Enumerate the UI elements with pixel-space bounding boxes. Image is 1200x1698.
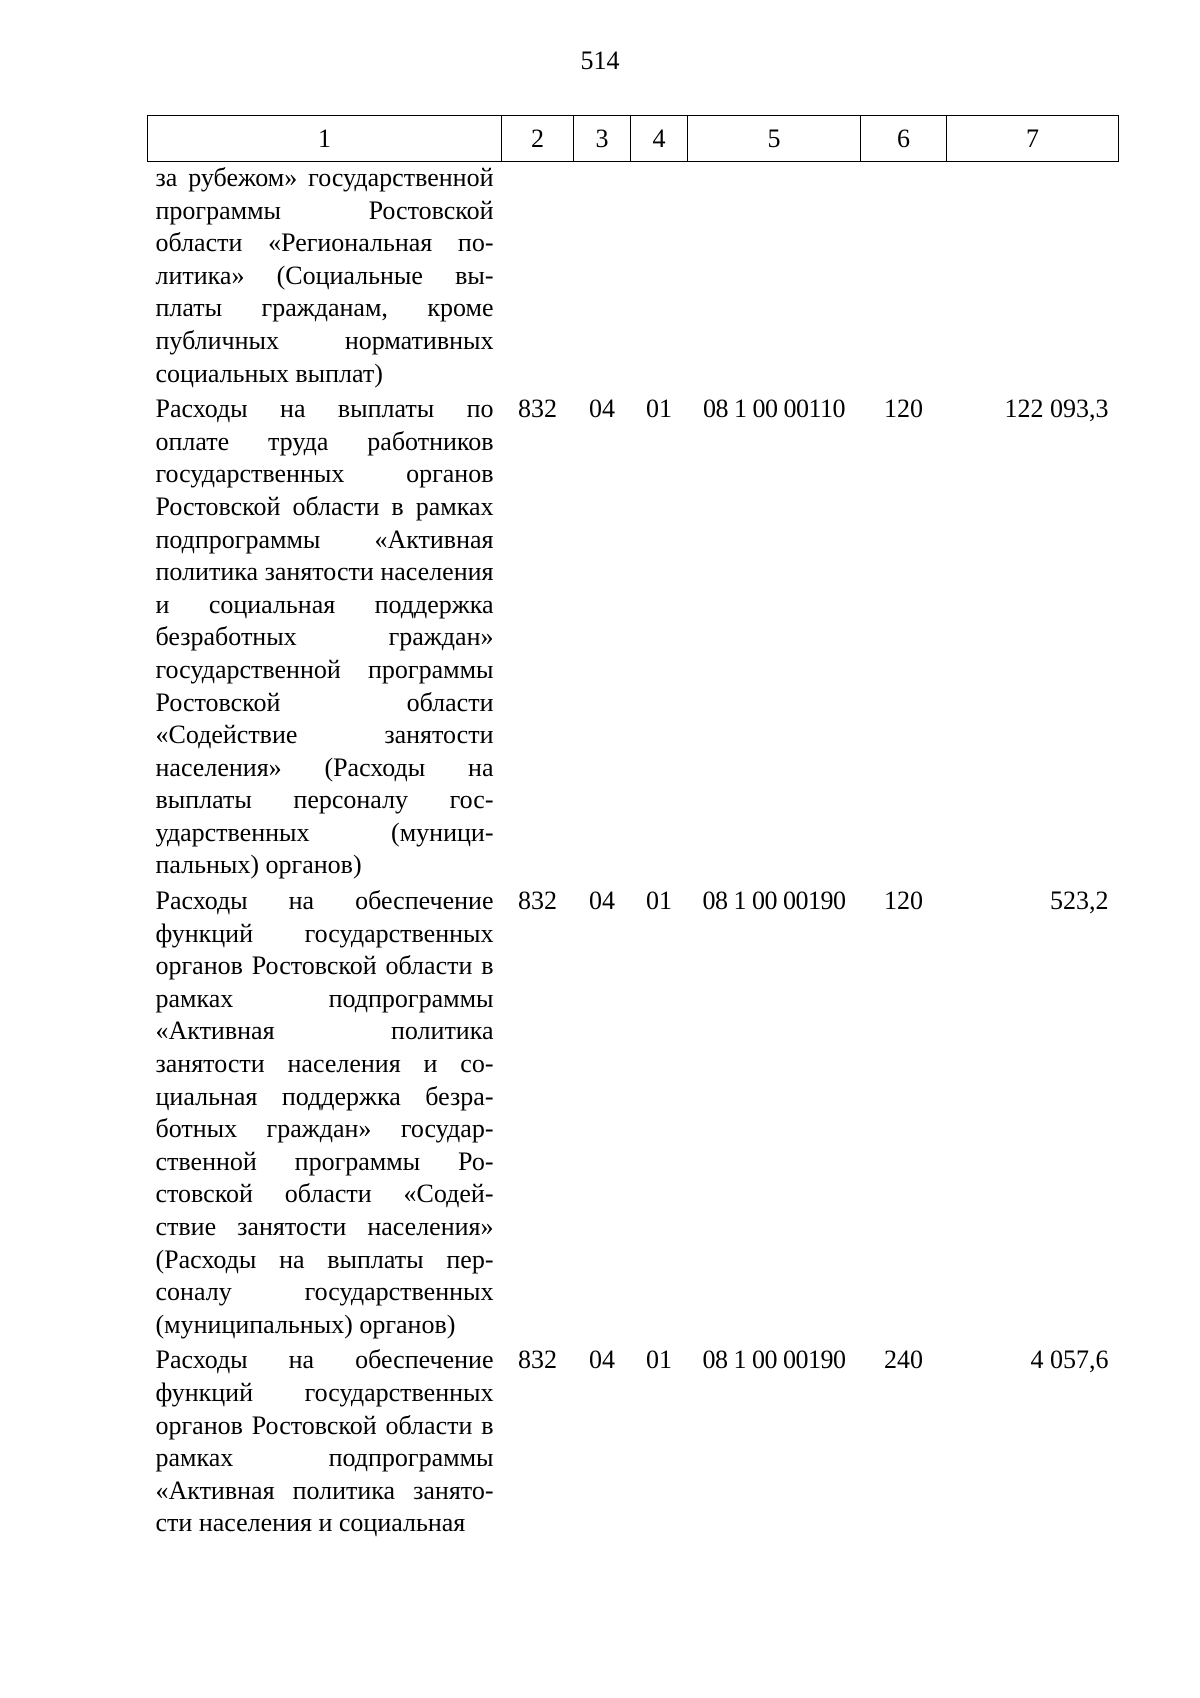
header-col-4: 4 <box>631 116 688 162</box>
row-col-4 <box>631 162 688 394</box>
table-body <box>148 162 1119 1540</box>
header-col-6: 6 <box>861 116 947 162</box>
header-col-7: 7 <box>947 116 1119 162</box>
row-col-5: 08 1 00 00190 <box>702 1345 846 1375</box>
budget-table <box>147 115 1119 1540</box>
table-row <box>148 1344 1119 1540</box>
row-col-7: 523,2 <box>1050 886 1109 916</box>
header-col-3: 3 <box>574 116 631 162</box>
row-col-5: 08 1 00 00110 <box>702 394 846 424</box>
table-row <box>148 885 1119 1344</box>
table-header <box>148 116 1119 162</box>
row-description: Расходы на выплаты по оплате труда работников государственных органов Ростовской области в рамках подпрограммы «Активная политика занятости населения и социальная поддержка безработных граждан» государственной программы Ростовской области «Содействие занятости населения» (Расходы на выплаты персоналу государственных (муниципальных) органов) <box>155 394 494 880</box>
row-col-7: 4 057,6 <box>1030 1345 1109 1375</box>
row-description: за рубежом» государственной программы Ростовской области «Региональная политика» (Социальные выплаты гражданам, кроме публичных нормативных социальных выплат) <box>155 163 494 388</box>
row-col-4: 01 <box>646 886 672 916</box>
row-col-7: 122 093,3 <box>1004 394 1109 424</box>
row-col-7 <box>947 162 1119 394</box>
row-col-5: 08 1 00 00190 <box>702 886 846 916</box>
header-col-5: 5 <box>688 116 861 162</box>
row-col-6: 120 <box>884 886 923 916</box>
row-col-6 <box>861 162 947 394</box>
row-col-6: 120 <box>884 394 923 424</box>
row-col-3: 04 <box>589 886 615 916</box>
row-col-6: 240 <box>884 1345 923 1375</box>
row-col-2: 832 <box>518 886 557 916</box>
table-row <box>148 393 1119 885</box>
row-col-5 <box>688 162 861 394</box>
header-col-2: 2 <box>502 116 574 162</box>
row-col-2 <box>502 162 574 394</box>
header-col-1: 1 <box>148 116 502 162</box>
header-row <box>148 116 1119 162</box>
row-description: Расходы на обеспечение функций государственных органов Ростовской области в рамках подпрограммы «Активная политика занятости населения и социальная поддержка безработных граждан» государственной программы Ростовской области «Содействие занятости населения» (Расходы на выплаты персоналу государственных (муниципальных) органов) <box>155 886 494 1339</box>
row-col-3: 04 <box>589 394 615 424</box>
row-col-3 <box>574 162 631 394</box>
row-col-4: 01 <box>646 1345 672 1375</box>
row-col-2: 832 <box>518 1345 557 1375</box>
row-description: Расходы на обеспечение функций государственных органов Ростовской области в рамках подпрограммы «Активная политика занятости населения и социальная <box>155 1345 494 1538</box>
row-col-3: 04 <box>589 1345 615 1375</box>
row-col-4: 01 <box>646 394 672 424</box>
page-number: 514 <box>580 46 620 75</box>
row-col-2: 832 <box>518 394 557 424</box>
table-row <box>148 162 1119 394</box>
